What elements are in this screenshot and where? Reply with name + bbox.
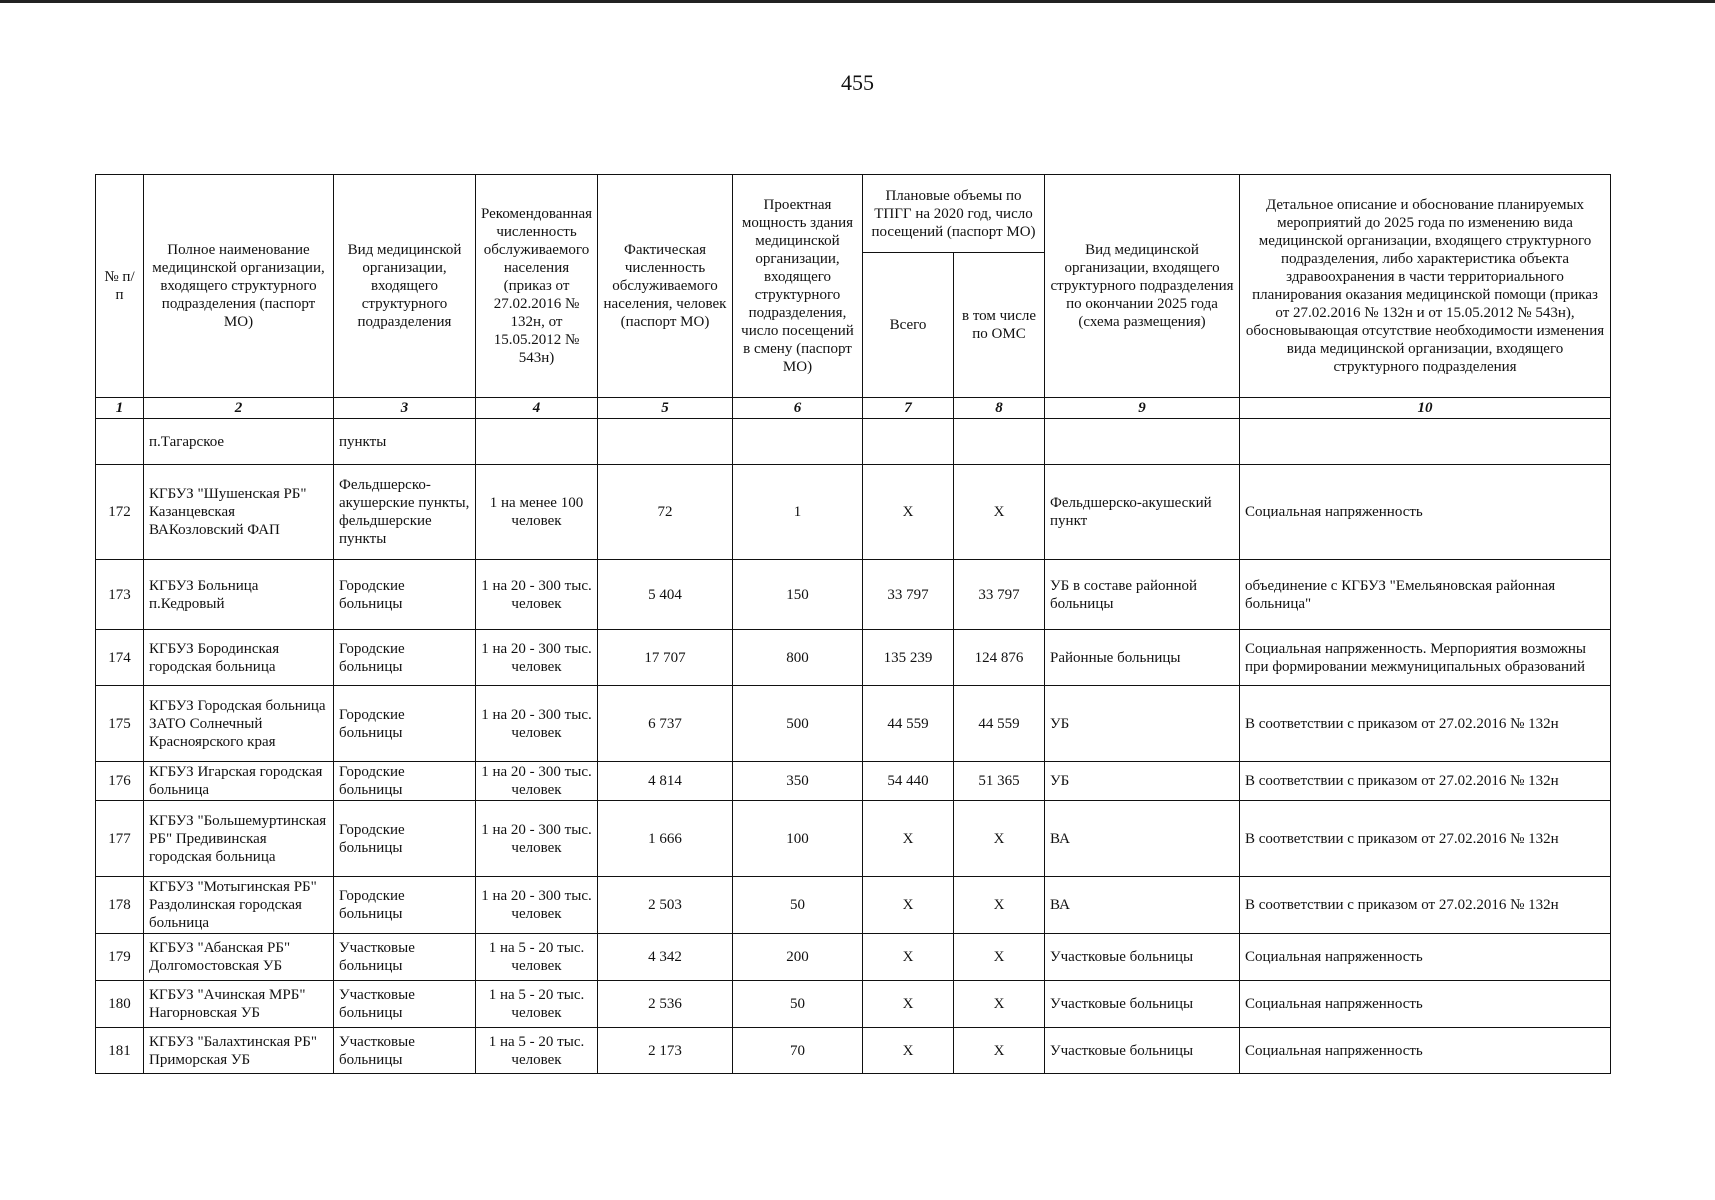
cell-name: КГБУЗ Игарская городская больница [144,762,334,801]
cell-capacity: 500 [733,686,863,762]
cell-num: 181 [96,1028,144,1074]
cell-recommended: 1 на 20 - 300 тыс. человек [476,560,598,630]
column-numbers-row [96,398,1611,419]
cell-capacity: 50 [733,981,863,1028]
column-number: 5 [598,398,733,419]
cell-recommended: 1 на 5 - 20 тыс. человек [476,1028,598,1074]
column-number: 3 [334,398,476,419]
continuation-row [96,419,1611,465]
cell-total: 54 440 [863,762,954,801]
cell-type: Городские больницы [334,560,476,630]
top-border-line [0,0,1715,3]
cell-oms: Х [954,877,1045,934]
cell-description: Социальная напряженность. Мерпориятия возможны при формировании межмуниципальных образований [1240,630,1611,686]
cell-type: Городские больницы [334,630,476,686]
cell-total: 33 797 [863,560,954,630]
cell-type: Городские больницы [334,801,476,877]
cell-future-type: Участковые больницы [1045,981,1240,1028]
cell-type: Городские больницы [334,877,476,934]
cell-actual [598,419,733,465]
cell-total [863,419,954,465]
cell-name: КГБУЗ "Балахтинская РБ" Приморская УБ [144,1028,334,1074]
table-row [96,877,1611,934]
cell-future-type: Участковые больницы [1045,934,1240,981]
cell-future-type: Участковые больницы [1045,1028,1240,1074]
cell-total: Х [863,877,954,934]
cell-description: Социальная напряженность [1240,1028,1611,1074]
cell-name: КГБУЗ "Шушенская РБ" Казанцевская ВАКозловский ФАП [144,465,334,560]
cell-future-type: Районные больницы [1045,630,1240,686]
header-capacity: Проектная мощность здания медицинской организации, входящего структурного подразделения, число посещений в смену (паспорт МО) [733,175,863,398]
cell-actual: 5 404 [598,560,733,630]
cell-actual: 2 503 [598,877,733,934]
cell-recommended: 1 на 20 - 300 тыс. человек [476,801,598,877]
cell-total: 44 559 [863,686,954,762]
table-row [96,981,1611,1028]
table-row [96,1028,1611,1074]
cell-capacity: 100 [733,801,863,877]
cell-total: Х [863,801,954,877]
cell-description: Социальная напряженность [1240,934,1611,981]
cell-future-type: УБ в составе районной больницы [1045,560,1240,630]
cell-num: 178 [96,877,144,934]
cell-num [96,419,144,465]
cell-total: Х [863,981,954,1028]
cell-capacity: 800 [733,630,863,686]
cell-recommended: 1 на 20 - 300 тыс. человек [476,630,598,686]
cell-recommended: 1 на менее 100 человек [476,465,598,560]
column-number: 2 [144,398,334,419]
cell-type: Участковые больницы [334,981,476,1028]
cell-type: Фельдшерско-акушерские пункты, фельдшерские пункты [334,465,476,560]
cell-future-type: УБ [1045,762,1240,801]
cell-description: В соответствии с приказом от 27.02.2016 № 132н [1240,877,1611,934]
cell-future-type: Фельдшерско-акушеский пункт [1045,465,1240,560]
cell-capacity [733,419,863,465]
cell-future-type: УБ [1045,686,1240,762]
cell-actual: 4 342 [598,934,733,981]
cell-actual: 4 814 [598,762,733,801]
cell-type: Участковые больницы [334,934,476,981]
header-total: Всего [863,253,954,398]
table-header [96,175,1611,398]
cell-capacity: 350 [733,762,863,801]
cell-oms: Х [954,801,1045,877]
cell-oms: Х [954,981,1045,1028]
cell-recommended: 1 на 5 - 20 тыс. человек [476,981,598,1028]
table-row [96,465,1611,560]
cell-actual: 17 707 [598,630,733,686]
cell-recommended: 1 на 20 - 300 тыс. человек [476,762,598,801]
cell-actual: 72 [598,465,733,560]
header-num: № п/п [96,175,144,398]
page-number: 455 [841,70,874,95]
column-number: 1 [96,398,144,419]
table-row [96,686,1611,762]
cell-actual: 6 737 [598,686,733,762]
cell-oms: 51 365 [954,762,1045,801]
cell-num: 173 [96,560,144,630]
header-type: Вид медицинской организации, входящего структурного подразделения [334,175,476,398]
cell-num: 175 [96,686,144,762]
cell-actual: 2 536 [598,981,733,1028]
cell-description: Социальная напряженность [1240,465,1611,560]
header-recommended: Рекомендованная численность обслуживаемого населения (приказ от 27.02.2016 № 132н, от 15.05.2012 № 543н) [476,175,598,398]
column-number: 8 [954,398,1045,419]
cell-oms: 124 876 [954,630,1045,686]
column-number: 4 [476,398,598,419]
cell-description: В соответствии с приказом от 27.02.2016 № 132н [1240,762,1611,801]
column-number: 6 [733,398,863,419]
cell-num: 179 [96,934,144,981]
cell-actual: 1 666 [598,801,733,877]
cell-total: Х [863,1028,954,1074]
cell-type: Городские больницы [334,762,476,801]
cell-name: КГБУЗ Городская больница ЗАТО Солнечный Красноярского края [144,686,334,762]
table-row [96,630,1611,686]
header-future-type: Вид медицинской организации, входящего структурного подразделения по окончании 2025 года (схема размещения) [1045,175,1240,398]
column-number: 7 [863,398,954,419]
cell-oms: 33 797 [954,560,1045,630]
cell-description: В соответствии с приказом от 27.02.2016 № 132н [1240,801,1611,877]
cell-capacity: 150 [733,560,863,630]
column-number: 9 [1045,398,1240,419]
cell-description: объединение с КГБУЗ "Емельяновская районная больница" [1240,560,1611,630]
cell-capacity: 50 [733,877,863,934]
cell-future-type: ВА [1045,877,1240,934]
cell-num: 180 [96,981,144,1028]
cell-capacity: 1 [733,465,863,560]
table-row [96,934,1611,981]
cell-total: Х [863,465,954,560]
cell-name: п.Тагарское [144,419,334,465]
cell-name: КГБУЗ Бородинская городская больница [144,630,334,686]
cell-recommended: 1 на 20 - 300 тыс. человек [476,877,598,934]
cell-oms: Х [954,1028,1045,1074]
cell-type: пункты [334,419,476,465]
cell-oms [954,419,1045,465]
cell-num: 176 [96,762,144,801]
cell-oms: Х [954,465,1045,560]
cell-recommended [476,419,598,465]
cell-future-type [1045,419,1240,465]
cell-name: КГБУЗ "Мотыгинская РБ" Раздолинская городская больница [144,877,334,934]
cell-capacity: 200 [733,934,863,981]
cell-type: Городские больницы [334,686,476,762]
cell-num: 172 [96,465,144,560]
cell-future-type: ВА [1045,801,1240,877]
cell-num: 177 [96,801,144,877]
cell-total: 135 239 [863,630,954,686]
table-row [96,560,1611,630]
cell-recommended: 1 на 20 - 300 тыс. человек [476,686,598,762]
header-planned-volumes: Плановые объемы по ТПГГ на 2020 год, число посещений (паспорт МО) [863,175,1045,253]
header-actual: Фактическая численность обслуживаемого населения, человек (паспорт МО) [598,175,733,398]
cell-description [1240,419,1611,465]
cell-actual: 2 173 [598,1028,733,1074]
table-row [96,762,1611,801]
cell-oms: 44 559 [954,686,1045,762]
cell-description: В соответствии с приказом от 27.02.2016 № 132н [1240,686,1611,762]
header-description: Детальное описание и обоснование планируемых мероприятий до 2025 года по изменению вида медицинской организации, входящего структурного подразделения, либо характеристика объекта здравоохранения в части территориального планирования оказания медицинской помощи (приказ от 27.02.2016 № 132н и от 15.05.2012 № 543н), обосновывающая отсутствие необходимости изменения вида медицинской организации, входящего структурного подразделения [1240,175,1611,398]
cell-description: Социальная напряженность [1240,981,1611,1028]
cell-oms: Х [954,934,1045,981]
cell-total: Х [863,934,954,981]
hospital-table [95,174,1611,1074]
cell-type: Участковые больницы [334,1028,476,1074]
cell-name: КГБУЗ "Абанская РБ" Долгомостовская УБ [144,934,334,981]
table-row [96,801,1611,877]
header-name: Полное наименование медицинской организации, входящего структурного подразделения (паспорт МО) [144,175,334,398]
cell-name: КГБУЗ "Ачинская МРБ" Нагорновская УБ [144,981,334,1028]
column-number: 10 [1240,398,1611,419]
cell-num: 174 [96,630,144,686]
cell-name: КГБУЗ Больница п.Кедровый [144,560,334,630]
cell-capacity: 70 [733,1028,863,1074]
cell-name: КГБУЗ "Большемуртинская РБ" Предивинская городская больница [144,801,334,877]
header-oms: в том числе по ОМС [954,253,1045,398]
cell-recommended: 1 на 5 - 20 тыс. человек [476,934,598,981]
